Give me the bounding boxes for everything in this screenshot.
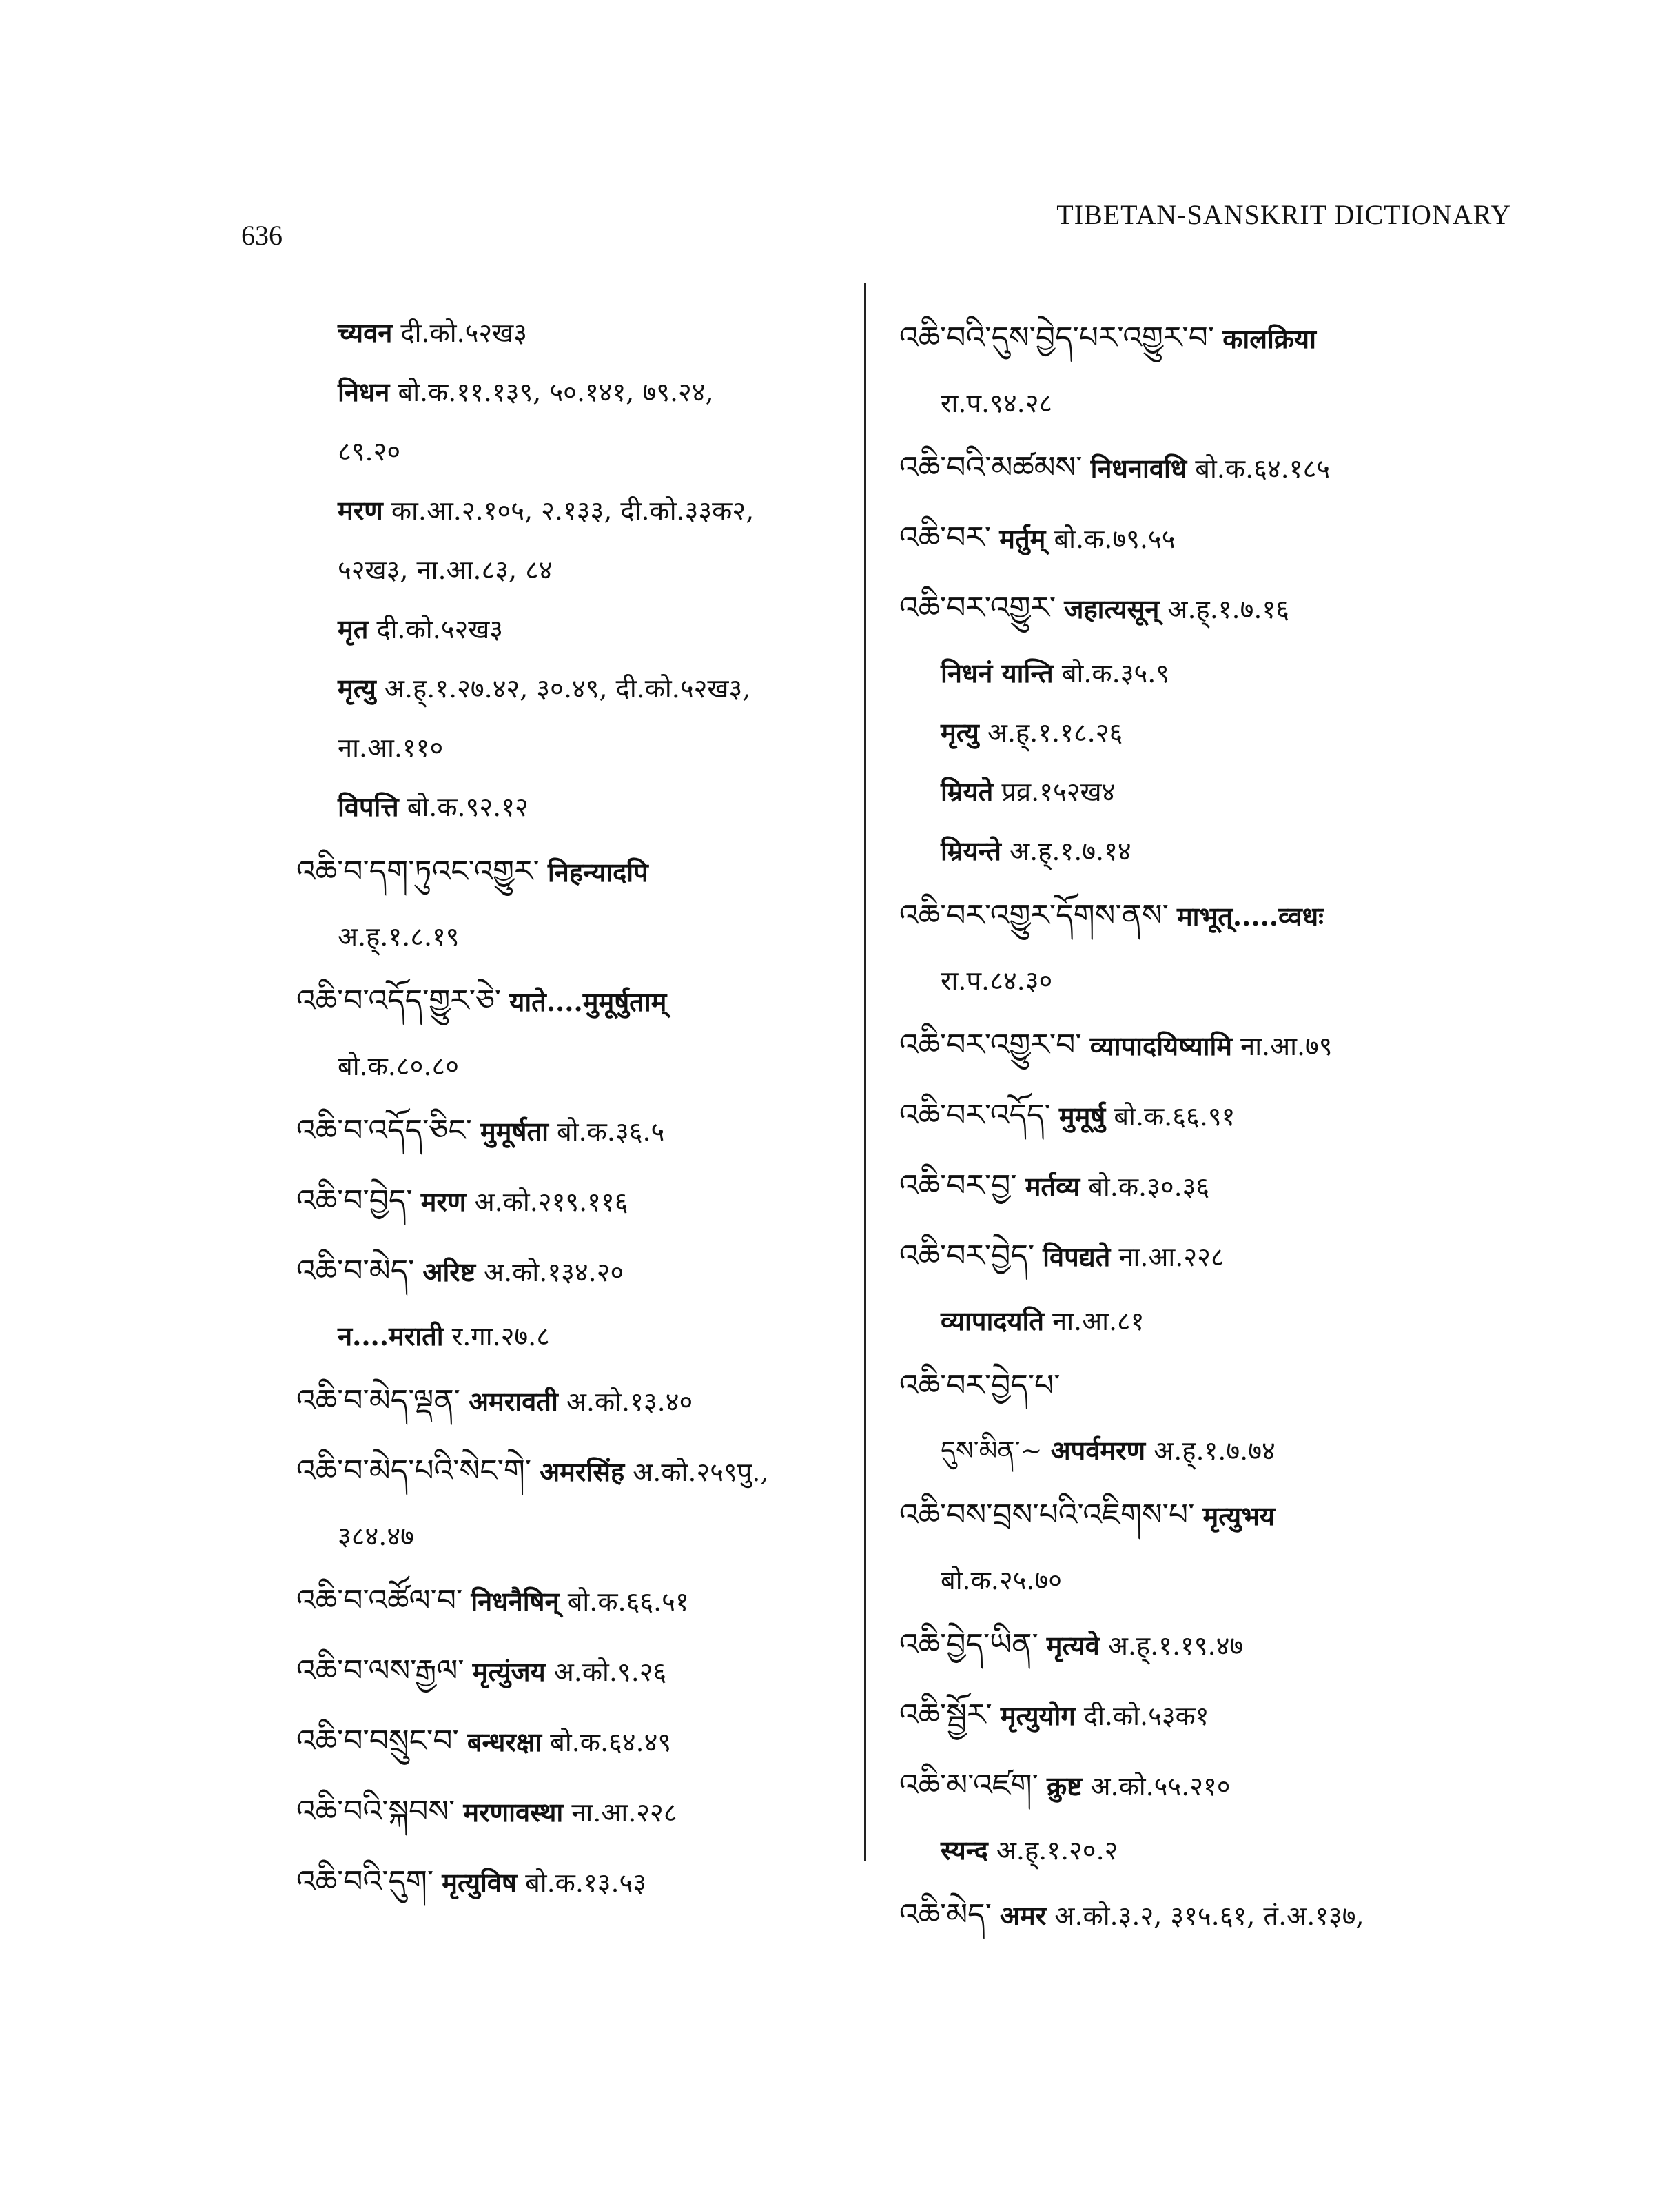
tibetan-term: འཆི་བ་འཚོལ་བ་: [296, 1583, 463, 1618]
entry-line: [899, 1221, 1519, 1291]
tibetan-term: འཆི་བར་བྱ་: [899, 1168, 1017, 1203]
tibetan-term: འཆི་མ་འཛག་: [899, 1768, 1038, 1803]
sanskrit-term: म्रियन्ते: [941, 835, 1001, 866]
reference: अ.ह्.१.१९.४७: [1107, 1631, 1244, 1661]
reference: अ.को.९.२६: [553, 1657, 667, 1687]
entry-line: [296, 907, 854, 966]
sanskrit-term: अपर्वमरण: [1050, 1435, 1146, 1466]
reference: अ.ह्.१.७.१६: [1167, 594, 1289, 624]
entry-line: [296, 540, 854, 600]
reference: अ.को.५५.२१०: [1090, 1771, 1231, 1801]
entry-line: [899, 503, 1519, 573]
sanskrit-term: म्रियते: [941, 776, 994, 807]
sanskrit-term: मृत्यु: [338, 673, 376, 704]
entry-line: [899, 1351, 1519, 1421]
reference: अ.को.१३४.२०: [484, 1257, 624, 1287]
reference: अ.को.२५९पु.,: [633, 1457, 769, 1487]
tibetan-term: འཆི་བར་འགྱུར་བ་: [899, 1028, 1082, 1063]
entry-line: [296, 777, 854, 837]
reference: ना.आ.७९: [1240, 1031, 1333, 1061]
entry-line: [296, 362, 854, 422]
entry-line: [899, 821, 1519, 881]
sanskrit-term: स्यन्द: [941, 1835, 988, 1866]
sanskrit-term: मर्तुम्: [999, 523, 1046, 554]
entry-line: [296, 1436, 854, 1506]
reference: अ.को.२१९.११६: [474, 1187, 628, 1217]
entry-line: [296, 1366, 854, 1436]
reference: बो.क.७९.५५: [1054, 524, 1176, 554]
sanskrit-term: अरिष्ट: [422, 1256, 476, 1287]
entry-line: [899, 881, 1519, 951]
tibetan-term: འཆི་བར་འགྱུར་དོགས་ནས་: [899, 898, 1169, 933]
tibetan-term: འཆི་བ་དག་ཏུའང་འགྱུར་: [296, 854, 540, 889]
entry-line: [296, 1566, 854, 1636]
reference: बो.क.१३.५३: [525, 1868, 647, 1898]
entry-line: [899, 762, 1519, 821]
sanskrit-term: बन्धरक्षा: [467, 1726, 542, 1757]
reference: अ.ह्.१.२७.४२, ३०.४९, दी.को.५२ख३,: [384, 673, 751, 704]
entry-line: [899, 644, 1519, 703]
tibetan-term: འཆི་བ་བྱེད་: [296, 1183, 413, 1218]
entry-line: [899, 951, 1519, 1010]
entry-line: [296, 1166, 854, 1236]
tibetan-term: འཆི་བའི་དུས་བྱེད་པར་འགྱུར་བ་: [899, 320, 1215, 356]
reference: बो.क.६६.९१: [1114, 1101, 1236, 1132]
tibetan-term: འཆི་བ་འདོད་ཅིང་: [296, 1113, 472, 1148]
sanskrit-term: निधनैषिन्: [471, 1586, 560, 1617]
entry-line: [296, 600, 854, 659]
tibetan-term: འཆི་བར་འགྱུར་: [899, 591, 1056, 626]
sanskrit-term: मर्तव्य: [1025, 1171, 1080, 1202]
tibetan-term: འཆི་བར་བྱེད་: [899, 1238, 1035, 1274]
reference: बो.क.८०.८०: [338, 1051, 460, 1081]
sanskrit-term: निधनावधि: [1090, 453, 1187, 484]
sanskrit-term: मरण: [420, 1186, 467, 1217]
reference: ८९.२०: [338, 436, 401, 467]
reference: बो.क.११.१३९, ५०.१४१, ७९.२४,: [398, 377, 714, 407]
entry-line: [899, 433, 1519, 503]
entry-line: [899, 1480, 1519, 1551]
reference: बो.क.२५.७०: [941, 1565, 1063, 1595]
sanskrit-term: निधनं यान्ति: [941, 657, 1054, 688]
reference: दी.को.५२ख३: [376, 614, 504, 644]
entry-line: [296, 1036, 854, 1096]
entry-line: [296, 1236, 854, 1307]
sanskrit-term: निधन: [338, 376, 390, 407]
sanskrit-term: जहात्यसून्: [1064, 593, 1160, 624]
entry-line: [899, 1880, 1519, 1950]
sanskrit-term: मरण: [338, 495, 383, 526]
entry-line: [296, 1706, 854, 1777]
entry-line: [899, 703, 1519, 762]
sanskrit-term: व्यापादयति: [941, 1305, 1045, 1336]
reference: अ.ह्.१.८.१९: [338, 921, 460, 952]
entry-line: [899, 303, 1519, 374]
tibetan-term: འཆི་བའི་དུག་: [296, 1864, 434, 1899]
tibetan-term: འཆི་བ་འདོད་གྱུར་ཅེ་: [296, 983, 502, 1019]
sanskrit-term: निहन्यादपि: [547, 857, 648, 888]
reference: बो.क.६४.४९: [550, 1727, 672, 1757]
reference: बो.क.६४.१८५: [1195, 453, 1331, 484]
entry-line: [296, 718, 854, 777]
reference: ना.आ.८१: [1052, 1306, 1145, 1336]
tibetan-term: འཆི་བ་མེད་པའི་སེང་གེ་: [296, 1453, 532, 1489]
tibetan-term: འཆི་མེད་: [899, 1897, 992, 1932]
sanskrit-term: मृत्युविष: [442, 1867, 517, 1898]
sanskrit-term: अमरावती: [469, 1386, 558, 1417]
reference: अ.को.१३.४०: [566, 1387, 693, 1417]
reference: बो.क.९२.१२: [407, 792, 529, 822]
entry-line: [296, 966, 854, 1036]
entry-line: [899, 1610, 1519, 1680]
reference: बो.क.६६.५१: [567, 1586, 689, 1617]
entry-line: [296, 303, 854, 362]
page-number: 636: [241, 220, 283, 251]
reference: अ.ह्.१.२०.२: [996, 1835, 1118, 1866]
tibetan-term: འཆི་བར་བྱེད་པ་: [899, 1368, 1061, 1403]
sanskrit-term: मृत्युभय: [1202, 1500, 1275, 1531]
running-head: TIBETAN-SANSKRIT DICTIONARY: [1056, 199, 1511, 230]
reference: र.गा.२७.८: [451, 1321, 551, 1351]
sanskrit-term: मुमूर्षता: [480, 1116, 549, 1147]
entry-line: [296, 837, 854, 907]
column-divider: [864, 283, 866, 1861]
tibetan-term: འཆི་སྦྱོར་: [899, 1697, 992, 1733]
reference: का.आ.२.१०५, २.१३३, दी.को.३३क२,: [391, 495, 755, 526]
sanskrit-term: मृत: [338, 613, 369, 644]
tibetan-term: འཆི་བྱེད་ཡིན་: [899, 1627, 1038, 1662]
sanskrit-term: विपत्ति: [338, 791, 399, 822]
entry-line: [296, 659, 854, 718]
sanskrit-term: मृत्यवे: [1046, 1630, 1100, 1661]
entry-line: [899, 1821, 1519, 1880]
sanskrit-term: मुमूर्षु: [1058, 1101, 1106, 1132]
sanskrit-term: कालक्रिया: [1222, 323, 1316, 354]
reference: रा.प.९४.२८: [941, 388, 1053, 418]
sanskrit-term: मरणावस्था: [463, 1797, 564, 1828]
sanskrit-term: अमरसिंह: [540, 1456, 625, 1487]
tibetan-term: འཆི་བ་བསྲུང་བ་: [296, 1724, 459, 1759]
tibetan-term: འཆི་བར་: [899, 520, 992, 555]
entry-line: [899, 573, 1519, 644]
entry-line: [296, 1847, 854, 1917]
entry-line: [899, 1291, 1519, 1351]
tibetan-term: འཆི་བར་འདོད་: [899, 1098, 1051, 1133]
entry-line: [899, 1010, 1519, 1081]
entry-line: [296, 1307, 854, 1366]
entry-line: [296, 422, 854, 481]
reference: दी.को.५३क१: [1083, 1701, 1209, 1731]
reference: ना.आ.२२८: [571, 1797, 677, 1828]
sanskrit-term: अमर: [1000, 1900, 1047, 1931]
entry-line: [296, 1096, 854, 1166]
entry-line: [296, 1777, 854, 1847]
sanskrit-term: न....मराती: [338, 1320, 444, 1351]
sanskrit-term: मृत्युंजय: [472, 1656, 546, 1687]
reference: अ.ह्.१.७.१४: [1010, 836, 1131, 866]
left-column: [296, 303, 854, 1917]
reference: दी.को.५२ख३: [400, 318, 527, 348]
tibetan-term: འཆི་བས་བྲས་པའི་འཇིགས་པ་: [899, 1498, 1195, 1533]
right-column: [899, 303, 1519, 1950]
reference: ५२ख३, ना.आ.८३, ८४: [338, 555, 553, 585]
entry-line: [899, 1151, 1519, 1221]
reference: अ.ह्.१.१८.२६: [987, 717, 1123, 748]
tibetan-term: འཆི་བ་མེད་ལྡན་: [296, 1383, 460, 1418]
reference: बो.क.३०.३६: [1088, 1172, 1210, 1202]
tibetan-term: དུས་མིན་~: [941, 1435, 1043, 1466]
entry-line: [899, 1081, 1519, 1151]
reference: बो.क.३६.५: [557, 1116, 665, 1147]
reference: ना.आ.११०: [338, 733, 444, 763]
entry-line: [296, 1636, 854, 1706]
tibetan-term: འཆི་བ་མེད་: [296, 1254, 415, 1289]
reference: बो.क.३५.९: [1061, 658, 1170, 688]
reference: ना.आ.२२८: [1118, 1242, 1225, 1272]
tibetan-term: འཆི་བ་ལས་རྒྱལ་: [296, 1653, 464, 1688]
sanskrit-term: याते....मुमूर्षुताम्: [509, 986, 667, 1017]
sanskrit-term: मृत्युयोग: [1000, 1700, 1076, 1731]
reference: अ.को.३.२, ३१५.६१, तं.अ.१३७,: [1054, 1901, 1364, 1931]
reference: रा.प.८४.३०: [941, 965, 1053, 996]
reference: ३८४.४७: [338, 1521, 414, 1551]
sanskrit-term: व्यापादयिष्यामि: [1089, 1030, 1233, 1061]
entry-line: [899, 1421, 1519, 1480]
reference: अ.ह्.१.७.७४: [1154, 1435, 1276, 1466]
entry-line: [899, 1750, 1519, 1821]
reference: प्रव्र.१५२ख४: [1001, 777, 1116, 807]
sanskrit-term: च्यवन: [338, 317, 393, 348]
tibetan-term: འཆི་བའི་མཚམས་: [899, 450, 1083, 485]
sanskrit-term: क्रुष्ट: [1046, 1770, 1083, 1801]
sanskrit-term: माभूत्.....व्वधः: [1176, 901, 1324, 932]
entry-line: [899, 1551, 1519, 1610]
entry-line: [296, 481, 854, 540]
sanskrit-term: मृत्यु: [941, 717, 979, 748]
sanskrit-term: विपद्यते: [1043, 1241, 1111, 1272]
entry-line: [296, 1506, 854, 1566]
entry-line: [899, 1680, 1519, 1750]
entry-line: [899, 374, 1519, 433]
tibetan-term: འཆི་བའི་སྐབས་: [296, 1794, 455, 1829]
